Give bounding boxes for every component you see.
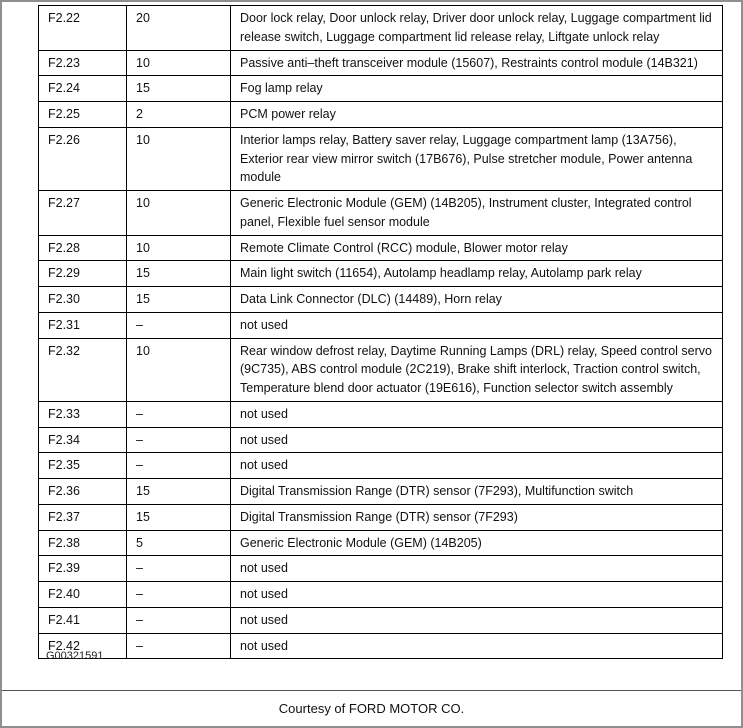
amp-rating-cell: 10 <box>127 191 231 236</box>
table-row <box>39 102 723 128</box>
table-row <box>39 453 723 479</box>
description-cell: not used <box>231 582 723 608</box>
fuse-id-cell: F2.23 <box>39 50 127 76</box>
footer-divider <box>2 690 741 691</box>
fuse-id-cell: F2.38 <box>39 530 127 556</box>
amp-rating-cell: – <box>127 453 231 479</box>
table-row <box>39 582 723 608</box>
description-cell: Fog lamp relay <box>231 76 723 102</box>
fuse-id-cell: F2.41 <box>39 607 127 633</box>
description-cell: not used <box>231 427 723 453</box>
fuse-id-cell: F2.24 <box>39 76 127 102</box>
fuse-id-cell: F2.39 <box>39 556 127 582</box>
amp-rating-cell: 10 <box>127 50 231 76</box>
amp-rating-cell: 15 <box>127 76 231 102</box>
fuse-id-cell: F2.26 <box>39 127 127 190</box>
table-row <box>39 235 723 261</box>
fuse-id-cell: F2.40 <box>39 582 127 608</box>
fuse-id-cell: F2.25 <box>39 102 127 128</box>
amp-rating-cell: – <box>127 427 231 453</box>
amp-rating-cell: – <box>127 312 231 338</box>
description-cell: Remote Climate Control (RCC) module, Blower motor relay <box>231 235 723 261</box>
courtesy-caption: Courtesy of FORD MOTOR CO. <box>278 701 465 716</box>
amp-rating-cell: 10 <box>127 127 231 190</box>
table-row <box>39 127 723 190</box>
fuse-id-cell: F2.31 <box>39 312 127 338</box>
table-row <box>39 50 723 76</box>
description-cell: not used <box>231 556 723 582</box>
table-row <box>39 479 723 505</box>
description-cell: Generic Electronic Module (GEM) (14B205), Instrument cluster, Integrated control panel, Flexible fuel sensor module <box>231 191 723 236</box>
fuse-id-cell: F2.28 <box>39 235 127 261</box>
fuse-table <box>38 5 723 659</box>
table-row <box>39 556 723 582</box>
description-cell: Generic Electronic Module (GEM) (14B205) <box>231 530 723 556</box>
table-row <box>39 401 723 427</box>
description-cell: Passive anti–theft transceiver module (15607), Restraints control module (14B321) <box>231 50 723 76</box>
amp-rating-cell: – <box>127 401 231 427</box>
amp-rating-cell: – <box>127 556 231 582</box>
table-row <box>39 504 723 530</box>
fuse-id-cell: F2.30 <box>39 287 127 313</box>
table-row <box>39 312 723 338</box>
table-row <box>39 530 723 556</box>
amp-rating-cell: 10 <box>127 235 231 261</box>
description-cell: Digital Transmission Range (DTR) sensor (7F293) <box>231 504 723 530</box>
fuse-id-cell: F2.29 <box>39 261 127 287</box>
amp-rating-cell: – <box>127 633 231 659</box>
table-row <box>39 191 723 236</box>
amp-rating-cell: 15 <box>127 287 231 313</box>
fuse-id-cell: F2.27 <box>39 191 127 236</box>
fuse-id-cell: F2.34 <box>39 427 127 453</box>
fuse-id-cell: F2.32 <box>39 338 127 401</box>
fuse-id-cell: F2.36 <box>39 479 127 505</box>
description-cell: not used <box>231 607 723 633</box>
description-cell: Door lock relay, Door unlock relay, Driver door unlock relay, Luggage compartment lid release switch, Luggage compartment lid release relay, Liftgate unlock relay <box>231 6 723 51</box>
fuse-id-cell: F2.37 <box>39 504 127 530</box>
description-cell: Main light switch (11654), Autolamp headlamp relay, Autolamp park relay <box>231 261 723 287</box>
amp-rating-cell: 15 <box>127 261 231 287</box>
figure-id-label: G00321591 <box>46 650 104 662</box>
table-row <box>39 427 723 453</box>
amp-rating-cell: 2 <box>127 102 231 128</box>
table-row <box>39 633 723 659</box>
fuse-id-cell: F2.22 <box>39 6 127 51</box>
amp-rating-cell: 5 <box>127 530 231 556</box>
description-cell: not used <box>231 633 723 659</box>
description-cell: not used <box>231 312 723 338</box>
fuse-table-body <box>39 6 723 659</box>
description-cell: not used <box>231 453 723 479</box>
description-cell: PCM power relay <box>231 102 723 128</box>
fuse-id-cell: F2.33 <box>39 401 127 427</box>
description-cell: Data Link Connector (DLC) (14489), Horn relay <box>231 287 723 313</box>
amp-rating-cell: – <box>127 582 231 608</box>
description-cell: Interior lamps relay, Battery saver relay, Luggage compartment lamp (13A756), Exterior rear view mirror switch (17B676), Pulse stretcher module, Power antenna module <box>231 127 723 190</box>
table-row <box>39 6 723 51</box>
table-row <box>39 287 723 313</box>
table-row <box>39 261 723 287</box>
description-cell: not used <box>231 401 723 427</box>
description-cell: Digital Transmission Range (DTR) sensor (7F293), Multifunction switch <box>231 479 723 505</box>
amp-rating-cell: 10 <box>127 338 231 401</box>
amp-rating-cell: – <box>127 607 231 633</box>
amp-rating-cell: 15 <box>127 504 231 530</box>
table-row <box>39 607 723 633</box>
fuse-id-cell: F2.42 <box>39 633 127 659</box>
table-row <box>39 338 723 401</box>
amp-rating-cell: 20 <box>127 6 231 51</box>
description-cell: Rear window defrost relay, Daytime Running Lamps (DRL) relay, Speed control servo (9C735), ABS control module (2C219), Brake shift interlock, Traction control switch, Temperature blend door actuator (19E616), Function selector switch assembly <box>231 338 723 401</box>
fuse-id-cell: F2.35 <box>39 453 127 479</box>
amp-rating-cell: 15 <box>127 479 231 505</box>
table-row <box>39 76 723 102</box>
